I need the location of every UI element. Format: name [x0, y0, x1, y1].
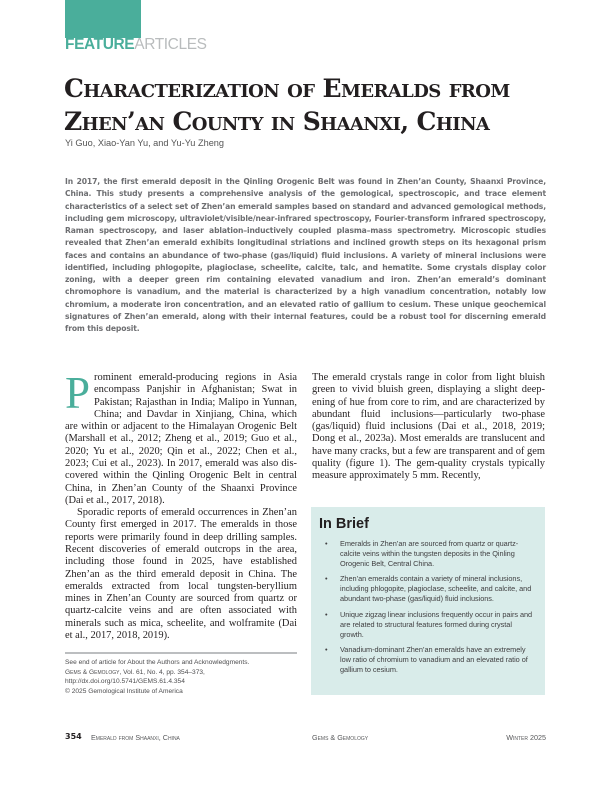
abstract: In 2017, the first emerald deposit in the Qinling Orogenic Belt was found in Zhen’an County, Shaanxi Province, China. This study presents a comprehensive analysis of the gemological, spectroscopic, and trace element characteristics of a select set of Zhen’an emerald samples based on standard and advanced gemological methods, including gem microscopy, ultraviolet/visible/near-infrared spectroscopy, Fourier-transform infrared spectroscopy, Raman spectroscopy, and laser ablation–inductively coupled plasma–mass spectrometry. Microscopic studies revealed that Zhen’an emerald exhibits longitudinal striations and inclined growth steps on its hexagonal prism faces and contains an abundance of two-phase (gas/liquid) fluid inclusions. A variety of mineral inclusions were identified, including phlogopite, plagioclase, scheelite, calcite, talc, and hematite. Some crystals display color zoning, with a deeper green rim containing elevated vanadium and iron. Zhen’an emerald’s dominant chromophore is vanadium, and the material is characterized by a high vanadium concentration, notably low chromium, a moderate iron concentration, and an elevated ratio of gallium to cesium. These unique geochemical signatures of Zhen’an emerald, along with their internal features, could be a robust tool for discerning emerald from this deposit.: [65, 177, 546, 333]
in-brief-item-text: Zhen’an emeralds contain a variety of mineral inclusions, including phlogopite, plagioclase, scheelite, and calcite, and abundant two-phase (gas/liquid) fluid inclusions.: [340, 574, 532, 604]
in-brief-item: [319, 539, 537, 569]
in-brief-item: [319, 645, 537, 675]
article-title: [64, 72, 554, 138]
body-paragraph-2: Sporadic reports of emerald occurrences in Zhen’an County first emerged in 2017. The emeralds in those reports were primarily found in deep drilling samples. Recent discoveries of emerald outcrops in the area, including those found in 2025, have established Zhen’an as the third emerald deposit in China. The emeralds extracted from local tungsten-beryllium mines in Zhen’an County are sourced from quartz or quartz-calcite veins and are often associated with minerals such as mica, scheelite, and wolframite (Dai et al., 2017, 2018, 2019).: [65, 507, 297, 641]
bullet-icon: •: [325, 574, 328, 584]
footnote-authors-note: See end of article for About the Authors and Acknowledgments.: [65, 659, 250, 666]
section-label: [65, 37, 207, 53]
bullet-icon: •: [325, 539, 328, 548]
footnote-volume: , Vol. 61, No. 4, pp. 354–373,: [119, 668, 205, 676]
page-number: 354: [65, 732, 82, 741]
in-brief-box: [311, 507, 545, 695]
authors: Yi Guo, Xiao-Yan Yu, and Yu-Yu Zheng: [65, 138, 225, 148]
in-brief-title: In Brief: [319, 516, 369, 532]
running-title: Emerald from Shaanxi, China: [91, 733, 180, 742]
in-brief-item-text: Unique zigzag linear inclusions frequently occur in pairs and are related to structural features formed during crystal growth.: [340, 609, 533, 639]
in-brief-list: [319, 539, 537, 675]
section-label-feature: FEATURE: [65, 36, 135, 53]
body-paragraph-1: [65, 368, 297, 507]
in-brief-item-text: Emeralds in Zhen’an are sourced from quartz or quartz-calcite veins within the tungsten deposits in the Qinling Orogenic Belt, Central China.: [340, 539, 519, 569]
footnote-citation: [65, 668, 301, 678]
in-brief-item: [319, 574, 537, 604]
footnote-doi-link[interactable]: http://dx.doi.org/10.5741/GEMS.61.4.354: [65, 678, 185, 686]
body-paragraph-3: The emerald crystals range in color from light bluish green to vivid bluish green, displaying a slight deepening of hue from core to rim, and are characterized by abundant fluid inclusions—particularly two-phase (gas/liquid) fluid inclusions (Dai et al., 2018, 2019; Dong et al., 2023a). Most emeralds are translucent and have many cracks, but a few are transparent and of gem quality (figure 1). The gem-quality crystals typically measure approximately 5 mm. Recently,: [312, 372, 545, 482]
body-column-right: [312, 372, 545, 483]
drop-cap: P: [65, 368, 91, 418]
footnote-journal: Gems & Gemology: [65, 668, 120, 676]
in-brief-item-text: Vanadium-dominant Zhen’an emeralds have an extremely low ratio of chromium to vanadium and an elevated ratio of gallium to cesium.: [340, 644, 528, 675]
section-label-articles: ARTICLES: [134, 36, 207, 53]
bullet-icon: •: [325, 644, 328, 654]
footnote-copyright: © 2025 Gemological Institute of America: [65, 687, 183, 695]
journal-name: Gems & Gemology: [312, 733, 369, 742]
footnote-divider: [65, 652, 297, 654]
article-title-line-2: Zhen’an County in Shaanxi, China: [64, 107, 490, 136]
article-title-line-1: Characterization of Emeralds from: [64, 74, 510, 103]
footnote: [65, 658, 301, 696]
section-color-block: [65, 0, 141, 38]
in-brief-item: [319, 610, 537, 640]
body-column-left: [65, 368, 297, 642]
issue-label: Winter 2025: [506, 733, 546, 742]
bullet-icon: •: [325, 609, 328, 619]
body-paragraph-1-text: rominent emerald-producing regions in Asia encompass Panjshir in Afghanistan; Swat in Pakistan; Rajasthan in India; Malipo in Yunnan, China; and Davdar in Xinjiang, China, which are within or adjacent to the Himalayan Orogenic Belt (Marshall et al., 2012; Zheng et al., 2019; Guo et al., 2020; Yu et al., 2020; Qin et al., 2022; Chen et al., 2023; Cui et al., 2023). In 2017, emerald was also discovered within the Qinling Orogenic Belt in central China, in Zhen’an County of the Shaanxi Province (Dai et al., 2017, 2018).: [65, 372, 297, 506]
